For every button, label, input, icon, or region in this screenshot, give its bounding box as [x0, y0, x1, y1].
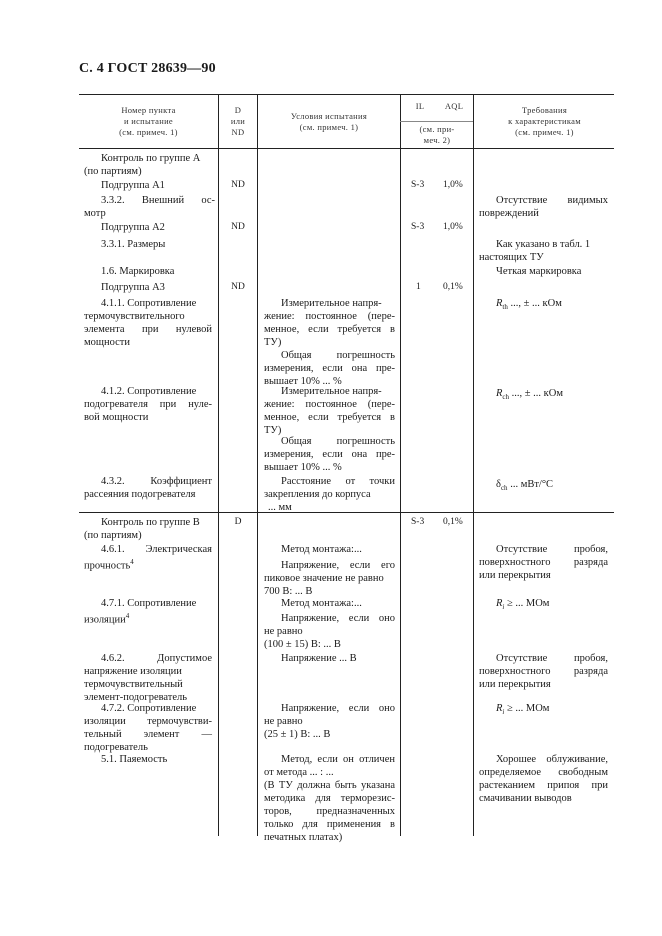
cond-4-7-1-mount: Метод монтажа:... [281, 598, 362, 609]
b-d: D [234, 517, 242, 527]
item-4-1-2: 4.1.2. Сопротивление подогревателя при нуле- вой мощности [84, 386, 212, 423]
a2-d: ND [231, 222, 245, 232]
item-4-6-1: 4.6.1. Электрическая прочность$^4$ [84, 544, 212, 572]
cond-4-1-1-accuracy: Общая погрешность измерения, если она пре- вышает 10% ... % [264, 350, 395, 387]
a3-il: 1 [416, 282, 421, 292]
req-5-1: Хорошее облуживание, определяемое свободным растеканием припоя при смачивании выводов [479, 754, 608, 804]
col-line-3 [400, 94, 401, 836]
a2-aql: 1,0% [443, 222, 463, 232]
req-4-3-2: $\delta_{ch}$ ... мВт/°С [496, 479, 554, 493]
subgroup-a2: Подгруппа А2 [101, 222, 165, 233]
a1-il: S-3 [411, 180, 425, 190]
item-3-3-1: 3.3.1. Размеры [101, 239, 166, 250]
req-4-6-2: Отсутствие пробоя, поверхностного разряда или перекрытия [479, 653, 608, 690]
req-1-6: Четкая маркировка [496, 266, 582, 277]
item-4-6-2: 4.6.2. Допустимое напряжение изоляции термочувствительный элемент-подогреватель [84, 653, 212, 703]
cond-4-6-1-mount: Метод монтажа:... [281, 544, 362, 555]
item-4-7-1: 4.7.1. Сопротивление изоляции$^4$ [84, 598, 197, 626]
b-aql: 0,1% [443, 517, 463, 527]
a2-il: S-3 [411, 222, 425, 232]
cond-5-1: Метод, если он отличен от метода ... : ... (В ТУ должна быть указана методика для терморезис- торов, предназначенных только для применения в печатных платах) [264, 754, 395, 843]
item-4-7-2: 4.7.2. Сопротивление изоляции термочувстви- тельный элемент — подогреватель [84, 703, 212, 753]
cond-4-1-1-voltage: Измерительное напря- жение: постоянное (пере- менное, если требуется в ТУ) [264, 298, 395, 348]
item-4-1-1: 4.1.1. Сопротивление термочувствительного элемента при нулевой мощности [84, 298, 212, 348]
cond-4-1-2-accuracy: Общая погрешность измерения, если она пре- вышает 10% ... % [264, 436, 395, 473]
col-header-note2: (см. при- меч. 2) [419, 124, 455, 145]
req-3-3-1: Как указано в табл. 1 настоящих ТУ [479, 239, 591, 263]
col-header-aql: AQL [444, 101, 464, 111]
header-il-aql-rule [400, 121, 473, 122]
cond-4-3-2: Расстояние от точки закрепления до корпуса ... мм [264, 476, 395, 513]
cond-4-6-1-voltage: Напряжение, если его пиковое значение не равно 700 В: ... В [264, 560, 395, 597]
col-header-il: IL [415, 101, 425, 111]
a3-d: ND [231, 282, 245, 292]
req-3-3-2: Отсутствие видимых повреждений [479, 195, 608, 219]
req-4-1-1: $R_{th}$ ..., ± ... кОм [496, 298, 562, 312]
col-line-4 [473, 94, 474, 836]
item-1-6: 1.6. Маркировка [101, 266, 175, 277]
col-line-2 [257, 94, 258, 836]
cond-4-7-1-voltage: Напряжение, если оно не равно (100 ± 15) В: ... В [264, 613, 395, 650]
subgroup-a3: Подгруппа А3 [101, 282, 165, 293]
a1-aql: 1,0% [443, 180, 463, 190]
req-4-7-2: $R_i$ ≥ ... МОм [496, 703, 550, 717]
b-il: S-3 [411, 517, 425, 527]
col-header-item: Номер пункта и испытание (см. примеч. 1) [119, 105, 178, 137]
col-header-d: D или ND [230, 105, 246, 137]
col-header-requirements: Требования к характеристикам (см. примеч. 1) [508, 105, 581, 137]
cond-4-1-2-voltage: Измерительное напря- жение: постоянное (пере- менное, если требуется в ТУ) [264, 386, 395, 436]
col-line-1 [218, 94, 219, 836]
page-header: С. 4 ГОСТ 28639—90 [79, 61, 216, 76]
item-5-1: 5.1. Паяемость [101, 754, 168, 765]
cond-4-6-2: Напряжение ... В [281, 653, 357, 664]
req-4-1-2: $R_{ch}$ ..., ± ... кОм [496, 388, 563, 402]
group-a-title: Контроль по группе А (по партиям) [84, 153, 201, 177]
req-4-7-1: $R_i$ ≥ ... МОм [496, 598, 550, 612]
col-header-conditions: Условия испытания (см. примеч. 1) [290, 111, 368, 132]
header-bottom-rule [79, 148, 614, 149]
item-3-3-2: 3.3.2. Внешний ос- мотр [84, 195, 215, 219]
req-4-6-1: Отсутствие пробоя, поверхностного разряда или перекрытия [479, 544, 608, 581]
item-4-3-2: 4.3.2. Коэффициент рассеяния подогревателя [84, 476, 212, 500]
subgroup-a1: Подгруппа А1 [101, 180, 165, 191]
cond-4-7-2: Напряжение, если оно не равно (25 ± 1) В: ... В [264, 703, 395, 740]
group-b-title: Контроль по группе В (по партиям) [84, 517, 200, 541]
a3-aql: 0,1% [443, 282, 463, 292]
a1-d: ND [231, 180, 245, 190]
table-top-rule [79, 94, 614, 95]
